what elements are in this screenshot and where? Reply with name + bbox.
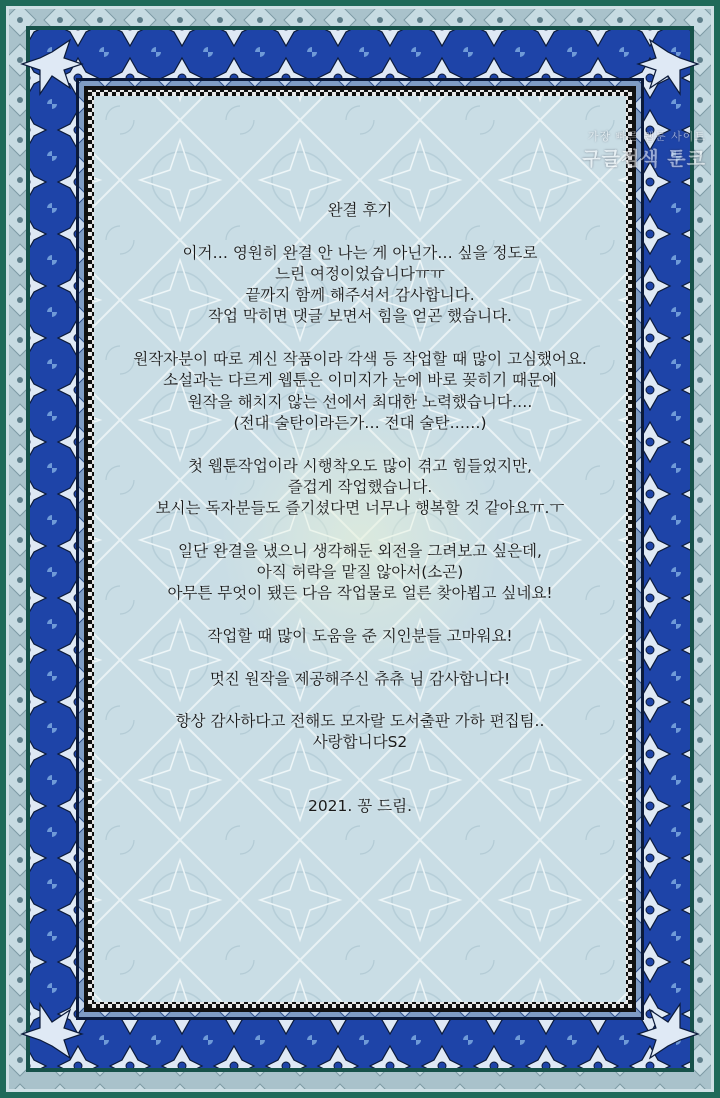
letter-line: 원작자분이 따로 계신 작품이라 각색 등 작업할 때 많이 고심했어요. — [133, 350, 587, 369]
watermark-tagline: 가장 빠른 웹툰 사이트 — [587, 130, 706, 143]
letter-line: 소설과는 다르게 웹툰은 이미지가 눈에 바로 꽂히기 때문에 — [163, 371, 557, 390]
letter-line: 작업 막히면 댓글 보면서 힘을 얻곤 했습니다. — [207, 307, 512, 326]
letter-line: 사랑합니다S2 — [312, 733, 408, 752]
letter-line: 끝까지 함께 해주셔서 감사합니다. — [245, 286, 475, 305]
letter-signature: 2021. 꽁 드림. — [307, 797, 413, 816]
letter-line: 이거… 영원히 완결 안 나는 게 아닌가… 싶을 정도로 — [182, 243, 538, 262]
afterword-letter — [100, 200, 620, 818]
letter-title: 완결 후기 — [327, 201, 393, 219]
letter-line: (전대 술탄이라든가… 전대 술탄……) — [233, 413, 487, 432]
letter-line: 아무튼 무엇이 됐든 다음 작업물로 얼른 찾아뵙고 싶네요! — [167, 584, 553, 603]
letter-line: 즐겁게 작업했습니다. — [287, 477, 433, 496]
letter-line: 아직 허락을 맡질 않아서(소곤) — [256, 563, 464, 582]
letter-line: 원작을 해치지 않는 선에서 최대한 노력했습니다…. — [187, 392, 533, 411]
letter-line: 일단 완결을 냈으니 생각해둔 외전을 그려보고 싶은데, — [178, 541, 542, 560]
letter-line: 항상 감사하다고 전해도 모자랄 도서출판 가하 편집팀.. — [175, 712, 545, 731]
letter-line: 첫 웹툰작업이라 시행착오도 많이 겪고 힘들었지만, — [188, 456, 532, 475]
letter-line: 느린 여정이었습니다ㅠㅠ — [275, 264, 445, 283]
letter-line: 작업할 때 많이 도움을 준 지인분들 고마워요! — [207, 626, 513, 645]
letter-line: 보시는 독자분들도 즐기셨다면 너무나 행복할 것 같아요ㅠ.ㅜ — [155, 499, 565, 518]
letter-line: 멋진 원작을 제공해주신 츄츄 님 감사합니다! — [209, 669, 511, 688]
watermark-title: 구글검색 툰코 — [582, 148, 706, 170]
